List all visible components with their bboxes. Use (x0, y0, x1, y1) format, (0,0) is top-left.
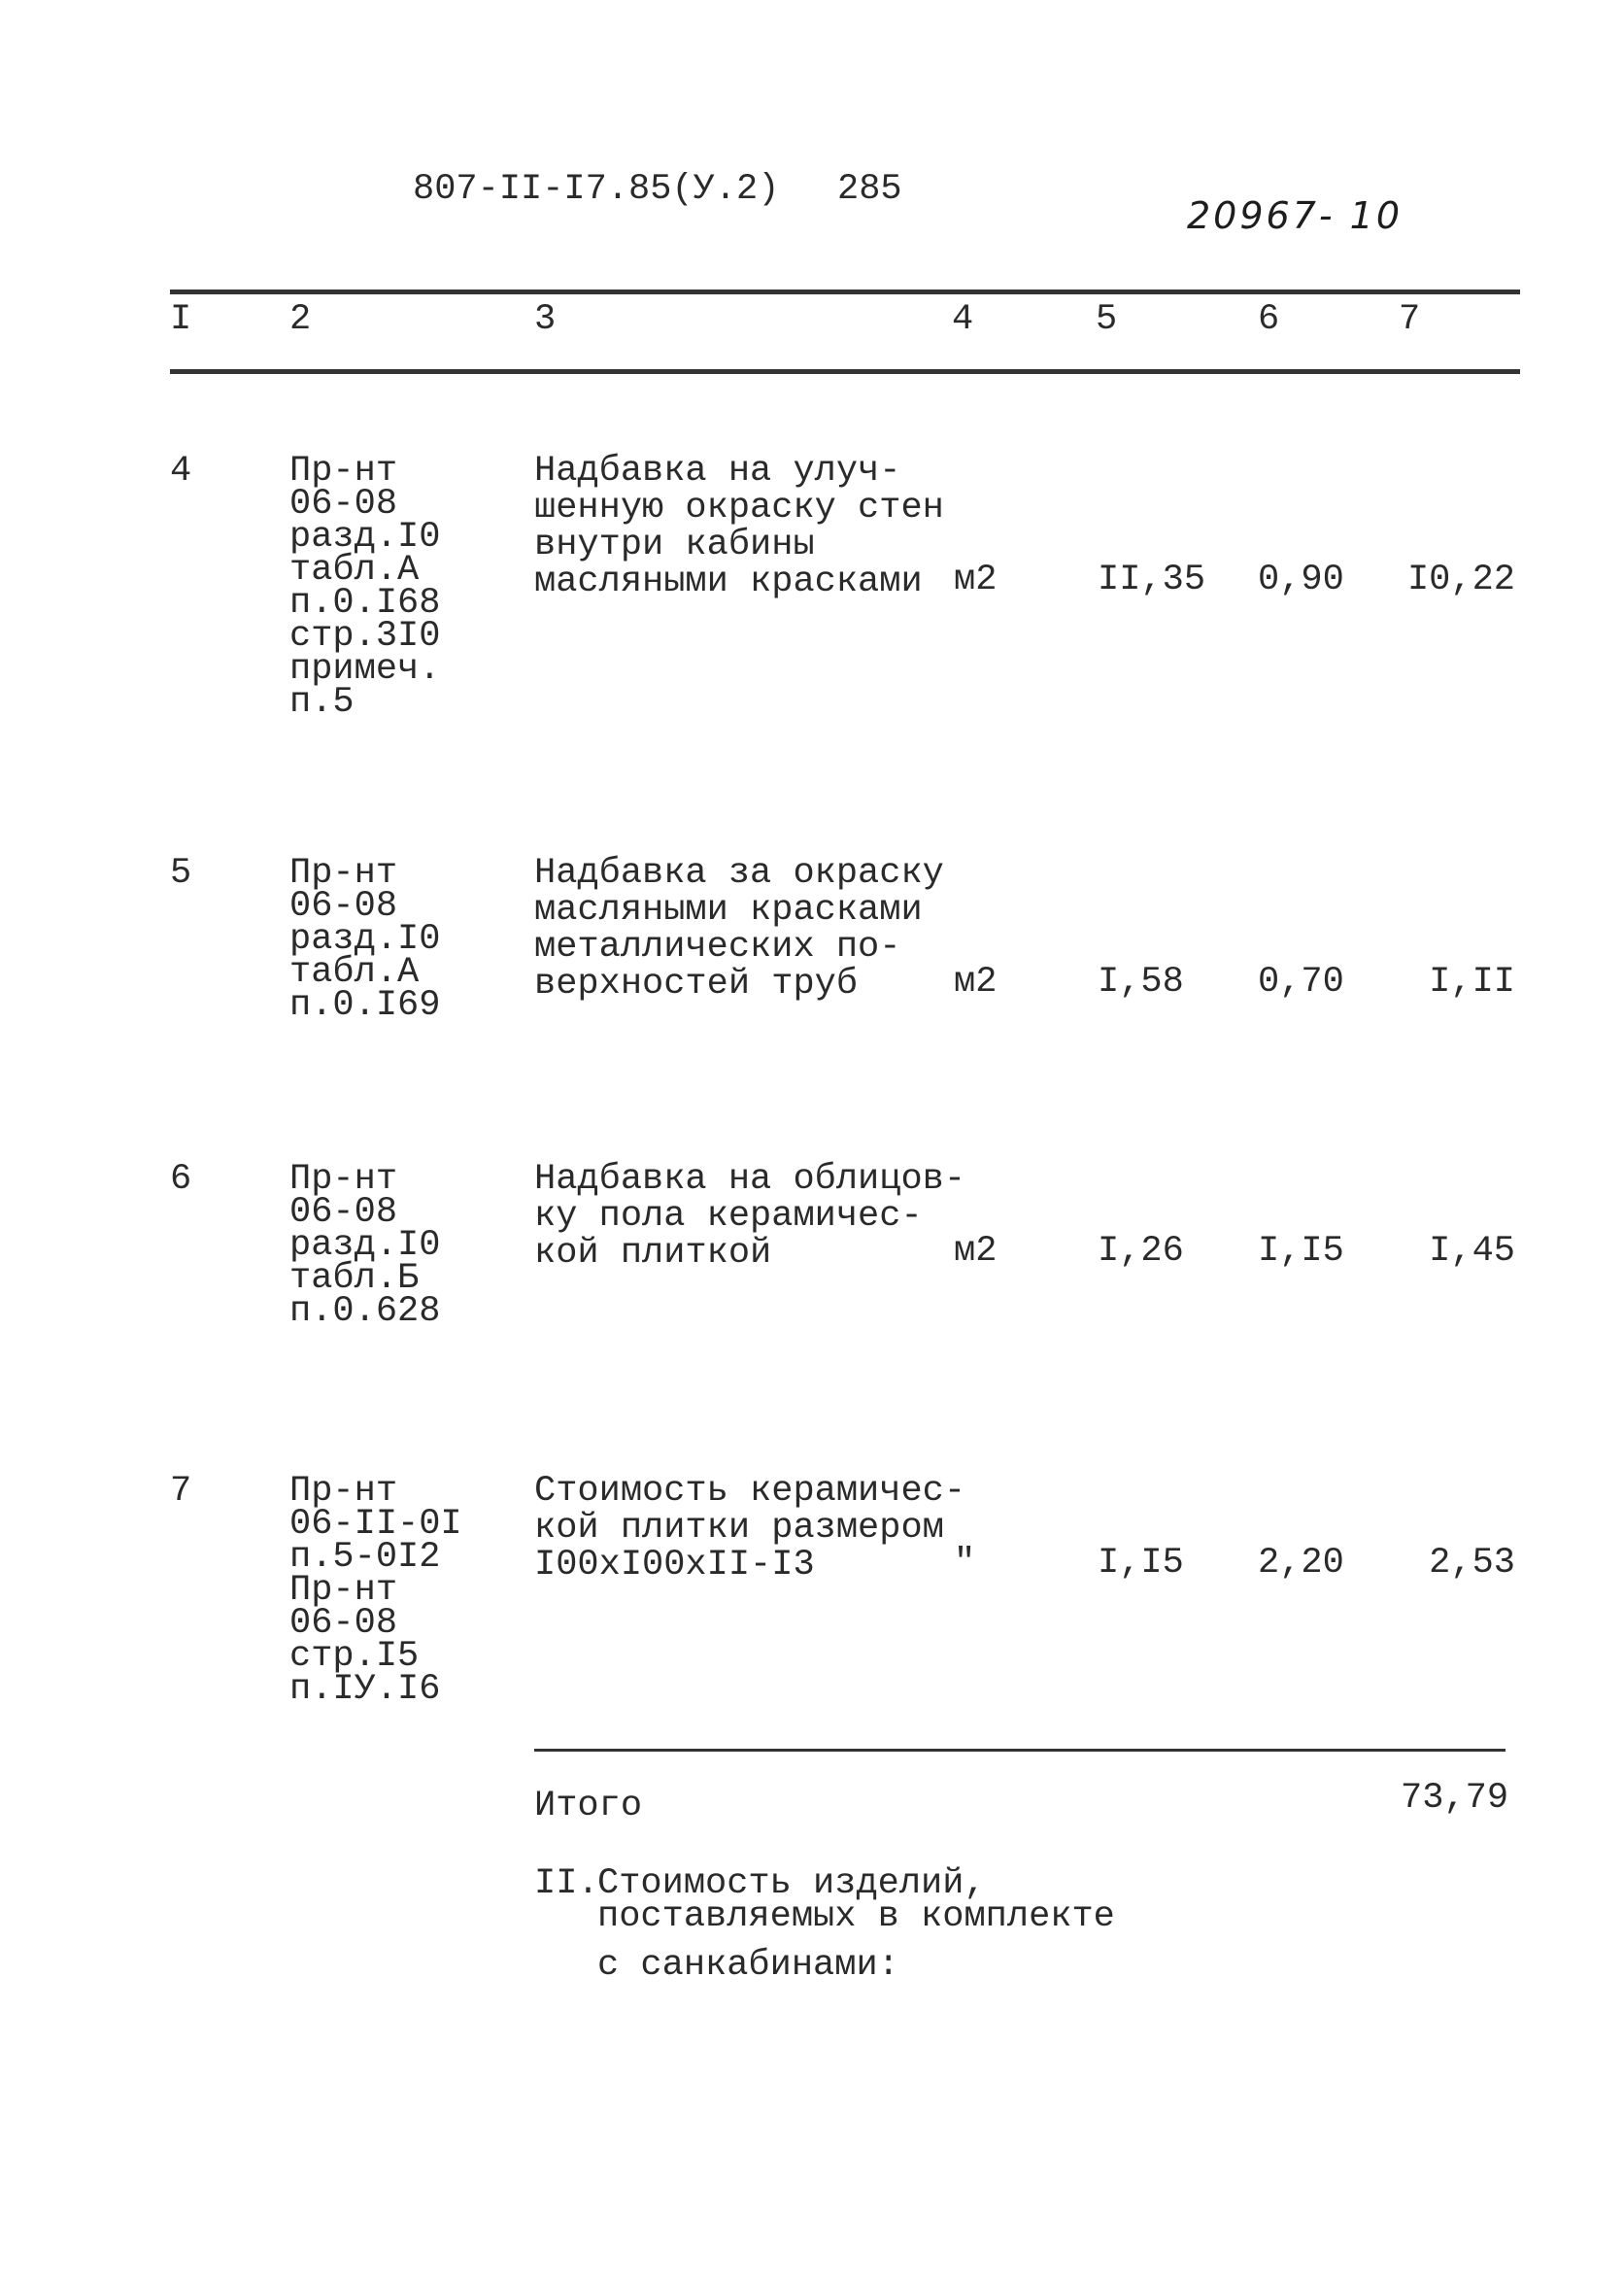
row-quantity: I,26 (1098, 1231, 1184, 1272)
row-reference-line: 06-08 (289, 1192, 398, 1233)
row-reference-line: 06-II-0I (289, 1504, 462, 1545)
section-line-2: поставляемых в комплекте (597, 1896, 1115, 1937)
row-description-line: масляными красками (534, 562, 923, 602)
column-header: 5 (1096, 299, 1118, 340)
row-description-line: ку пола керамичес- (534, 1196, 923, 1237)
row-description-line: шенную окраску стен (534, 488, 944, 528)
row-number: 5 (170, 853, 192, 894)
row-reference-line: разд.I0 (289, 919, 441, 960)
handwritten-number: 20967- 10 (1187, 194, 1404, 237)
column-header: I (170, 299, 192, 340)
row-unit-price: I,I5 (1258, 1231, 1344, 1272)
section-numeral: II. (534, 1863, 599, 1904)
table-top-rule (170, 290, 1520, 294)
row-number: 6 (170, 1159, 192, 1200)
row-quantity: I,I5 (1098, 1543, 1184, 1584)
total-rule (534, 1749, 1506, 1752)
row-reference-line: Пр-нт (289, 853, 398, 894)
row-total: I,45 (1429, 1231, 1515, 1272)
row-reference-line: 06-08 (289, 1603, 398, 1644)
row-description-line: верхностей труб (534, 964, 859, 1005)
row-reference-line: стр.3I0 (289, 616, 441, 657)
row-reference-line: Пр-нт (289, 1159, 398, 1200)
row-reference-line: 06-08 (289, 484, 398, 525)
row-number: 7 (170, 1471, 192, 1512)
row-reference-line: п.0.I68 (289, 583, 441, 624)
row-quantity: I,58 (1098, 962, 1184, 1003)
row-unit: м2 (954, 560, 998, 600)
row-reference-line: табл.А (289, 550, 420, 591)
row-description-line: металлических по- (534, 927, 901, 968)
row-reference-line: п.5-0I2 (289, 1537, 441, 1578)
total-value: 73,79 (1401, 1778, 1509, 1819)
row-reference-line: п.IУ.I6 (289, 1669, 441, 1710)
row-description-line: Надбавка на облицов- (534, 1159, 966, 1200)
row-reference-line: разд.I0 (289, 1225, 441, 1266)
row-unit-price: 0,70 (1258, 962, 1344, 1003)
row-description-line: внутри кабины (534, 525, 815, 565)
row-description-line: Надбавка на улуч- (534, 451, 901, 492)
row-unit-price: 2,20 (1258, 1543, 1344, 1584)
column-header: 4 (952, 299, 974, 340)
row-reference-line: стр.I5 (289, 1636, 420, 1677)
row-reference-line: табл.Б (289, 1258, 420, 1299)
row-description-line: I00хI00хII-I3 (534, 1545, 815, 1585)
row-unit: м2 (954, 1231, 998, 1272)
column-header: 3 (534, 299, 557, 340)
row-reference-line: разд.I0 (289, 517, 441, 558)
column-header: 6 (1258, 299, 1280, 340)
row-description-line: Надбавка за окраску (534, 853, 944, 894)
row-reference-line: 06-08 (289, 886, 398, 927)
row-description-line: кой плитки размером (534, 1508, 944, 1549)
row-number: 4 (170, 451, 192, 492)
row-reference-line: примеч. (289, 649, 441, 690)
table-header-rule (170, 369, 1520, 374)
total-label: Итого (534, 1786, 643, 1826)
row-description-line: масляными красками (534, 890, 923, 931)
row-total: I,II (1429, 962, 1515, 1003)
row-description-line: кой плиткой (534, 1233, 772, 1274)
row-reference-line: Пр-нт (289, 451, 398, 492)
row-reference-line: п.0.628 (289, 1291, 441, 1332)
row-unit-price: 0,90 (1258, 560, 1344, 600)
row-reference-line: табл.А (289, 952, 420, 993)
column-header: 2 (289, 299, 312, 340)
column-header: 7 (1399, 299, 1421, 340)
row-total: 2,53 (1429, 1543, 1515, 1584)
page-number: 285 (837, 169, 902, 210)
row-unit: м2 (954, 962, 998, 1003)
section-line-3: с санкабинами: (597, 1945, 899, 1986)
row-quantity: II,35 (1098, 560, 1206, 600)
row-description-line: Стоимость керамичес- (534, 1471, 966, 1512)
row-unit: " (954, 1543, 976, 1584)
row-reference-line: Пр-нт (289, 1570, 398, 1611)
section-line-1: Стоимость изделий, (597, 1863, 986, 1904)
document-code: 807-II-I7.85(У.2) (413, 169, 780, 210)
row-reference-line: Пр-нт (289, 1471, 398, 1512)
row-total: I0,22 (1406, 560, 1515, 600)
row-reference-line: п.5 (289, 682, 355, 723)
row-reference-line: п.0.I69 (289, 985, 441, 1026)
